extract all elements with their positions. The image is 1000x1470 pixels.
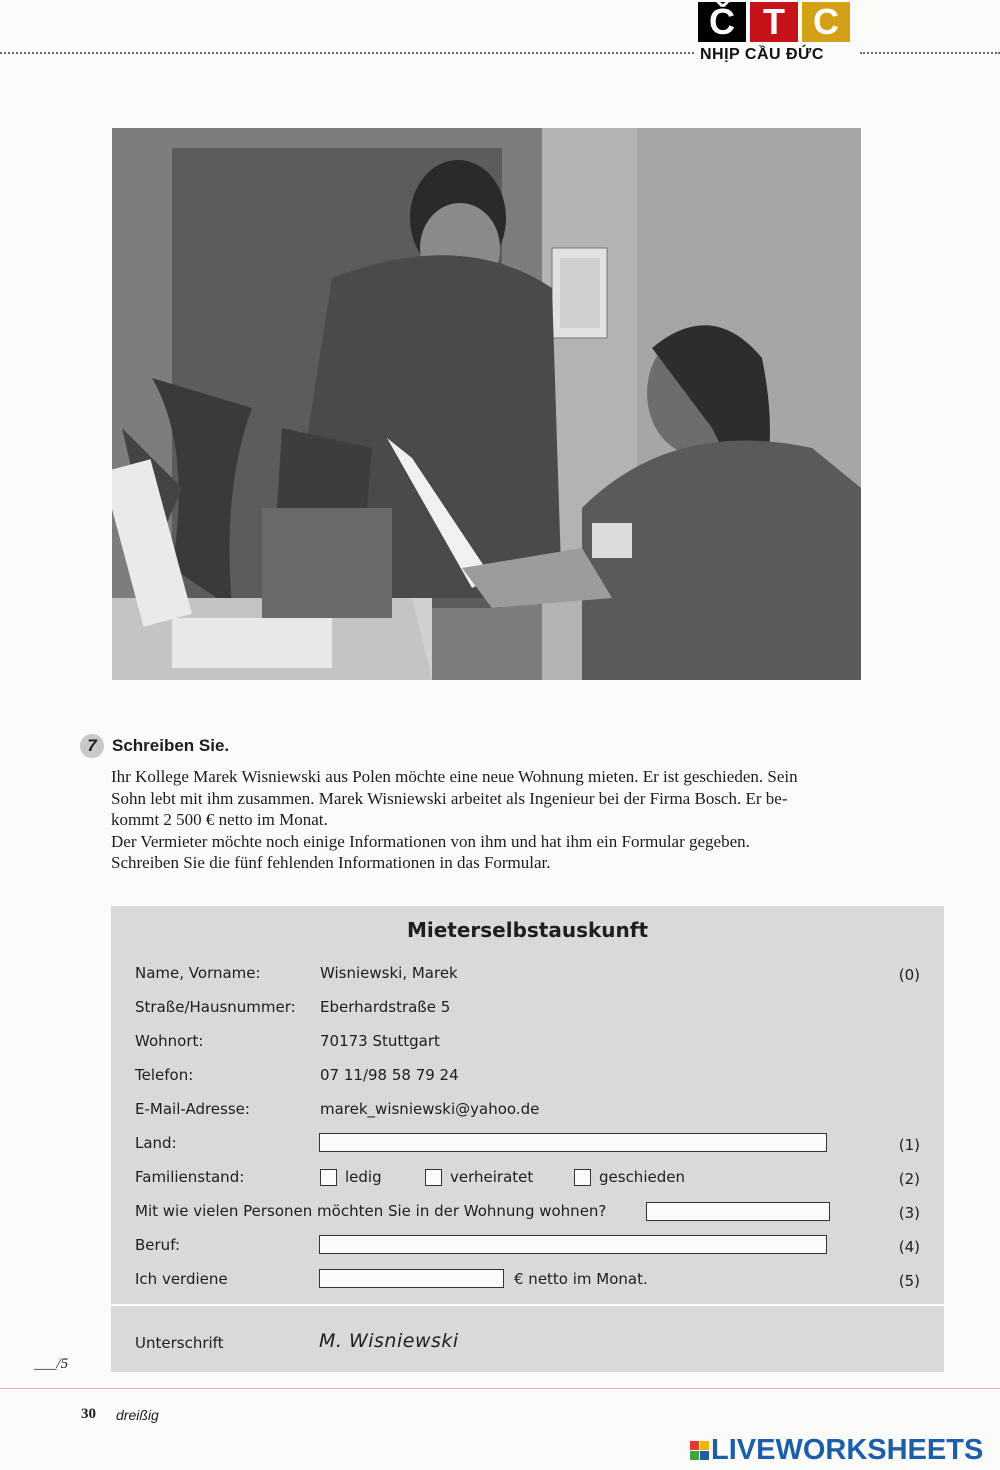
form-row-street — [135, 996, 920, 1020]
form-title: Mieterselbstauskunft — [406, 918, 649, 942]
income-input[interactable] — [319, 1269, 504, 1288]
form-row-persons — [135, 1200, 920, 1224]
item-number: (5) — [898, 1272, 920, 1290]
photo-illustration — [112, 128, 861, 680]
header-dotted-rule-left — [0, 52, 694, 54]
form-row-status — [135, 1166, 920, 1190]
exercise-title: Schreiben Sie. — [112, 736, 230, 755]
city-label: Wohnort: — [135, 1032, 204, 1050]
form-row-name — [135, 962, 920, 986]
name-label: Name, Vorname: — [135, 964, 261, 982]
signature: M. Wisniewski — [319, 1330, 459, 1352]
logo-letter-c2: C — [802, 2, 850, 42]
footer-rule — [0, 1388, 1000, 1389]
income-suffix: € netto im Monat. — [514, 1270, 648, 1288]
signature-label: Unterschrift — [135, 1334, 224, 1352]
persons-input[interactable] — [646, 1202, 830, 1221]
form-row-email — [135, 1098, 920, 1122]
item-number: (3) — [898, 1204, 920, 1222]
status-option-label: geschieden — [599, 1168, 685, 1186]
persons-label: Mit wie vielen Personen möchten Sie in der Wohnung wohnen? — [135, 1202, 607, 1220]
instruction-line: Sohn lebt mit ihm zusammen. Marek Wisniewski arbeitet als Ingenieur bei der Firma Bosch. Er be- — [111, 788, 788, 808]
exercise-instructions — [111, 766, 951, 874]
street-label: Straße/Hausnummer: — [135, 998, 296, 1016]
score-blank: ___/5 — [34, 1356, 69, 1372]
logo-subtitle: NHỊP CẦU ĐỨC — [700, 46, 824, 63]
status-label: Familienstand: — [135, 1168, 245, 1186]
liveworksheets-logo — [690, 1434, 983, 1467]
city-value: 70173 Stuttgart — [320, 1032, 440, 1050]
country-label: Land: — [135, 1134, 177, 1152]
job-input[interactable] — [319, 1235, 827, 1254]
photo-image — [112, 128, 861, 680]
liveworksheets-icon — [690, 1441, 709, 1460]
page-number-word: dreißig — [116, 1407, 159, 1423]
liveworksheets-brand: LIVEWORKSHEETS — [711, 1434, 984, 1466]
instruction-line: Ihr Kollege Marek Wisniewski aus Polen möchte eine neue Wohnung mieten. Er ist geschieden. Sein — [111, 767, 798, 786]
income-label: Ich verdiene — [135, 1270, 228, 1288]
exercise-number: 7 — [80, 734, 104, 758]
signature-divider — [111, 1304, 944, 1306]
form-row-job — [135, 1234, 920, 1258]
ctc-logo — [698, 2, 856, 68]
item-number: (1) — [898, 1136, 920, 1154]
country-input[interactable] — [319, 1133, 827, 1152]
logo-letter-c: Č — [698, 2, 746, 42]
status-option-verheiratet[interactable] — [425, 1168, 533, 1186]
phone-value: 07 11/98 58 79 24 — [320, 1066, 459, 1084]
exercise-heading — [80, 734, 229, 758]
header-dotted-rule-right — [860, 52, 1000, 54]
instruction-line: kommt 2 500 € netto im Monat. — [111, 810, 328, 829]
page-number: 30 — [81, 1406, 96, 1422]
checkbox-verheiratet[interactable] — [425, 1169, 442, 1186]
logo-letter-t: T — [750, 2, 798, 42]
name-value: Wisniewski, Marek — [320, 964, 458, 982]
email-label: E-Mail-Adresse: — [135, 1100, 250, 1118]
tenant-form — [111, 906, 944, 1372]
instruction-line: Schreiben Sie die fünf fehlenden Informationen in das Formular. — [111, 853, 551, 872]
item-number: (2) — [898, 1170, 920, 1188]
form-row-country — [135, 1132, 920, 1156]
instruction-line: Der Vermieter möchte noch einige Informationen von ihm und hat ihm ein Formular gegeben. — [111, 831, 750, 851]
checkbox-ledig[interactable] — [320, 1169, 337, 1186]
checkbox-geschieden[interactable] — [574, 1169, 591, 1186]
form-row-signature — [135, 1332, 920, 1356]
status-option-label: verheiratet — [450, 1168, 534, 1186]
item-number: (0) — [898, 966, 920, 984]
status-option-geschieden[interactable] — [574, 1168, 685, 1186]
form-row-city — [135, 1030, 920, 1054]
email-value: marek_wisniewski@yahoo.de — [320, 1100, 540, 1118]
street-value: Eberhardstraße 5 — [320, 998, 451, 1016]
status-option-label: ledig — [345, 1168, 382, 1186]
job-label: Beruf: — [135, 1236, 180, 1254]
phone-label: Telefon: — [135, 1066, 194, 1084]
form-row-income — [135, 1268, 920, 1292]
item-number: (4) — [898, 1238, 920, 1256]
form-row-phone — [135, 1064, 920, 1088]
status-option-ledig[interactable] — [320, 1168, 382, 1186]
